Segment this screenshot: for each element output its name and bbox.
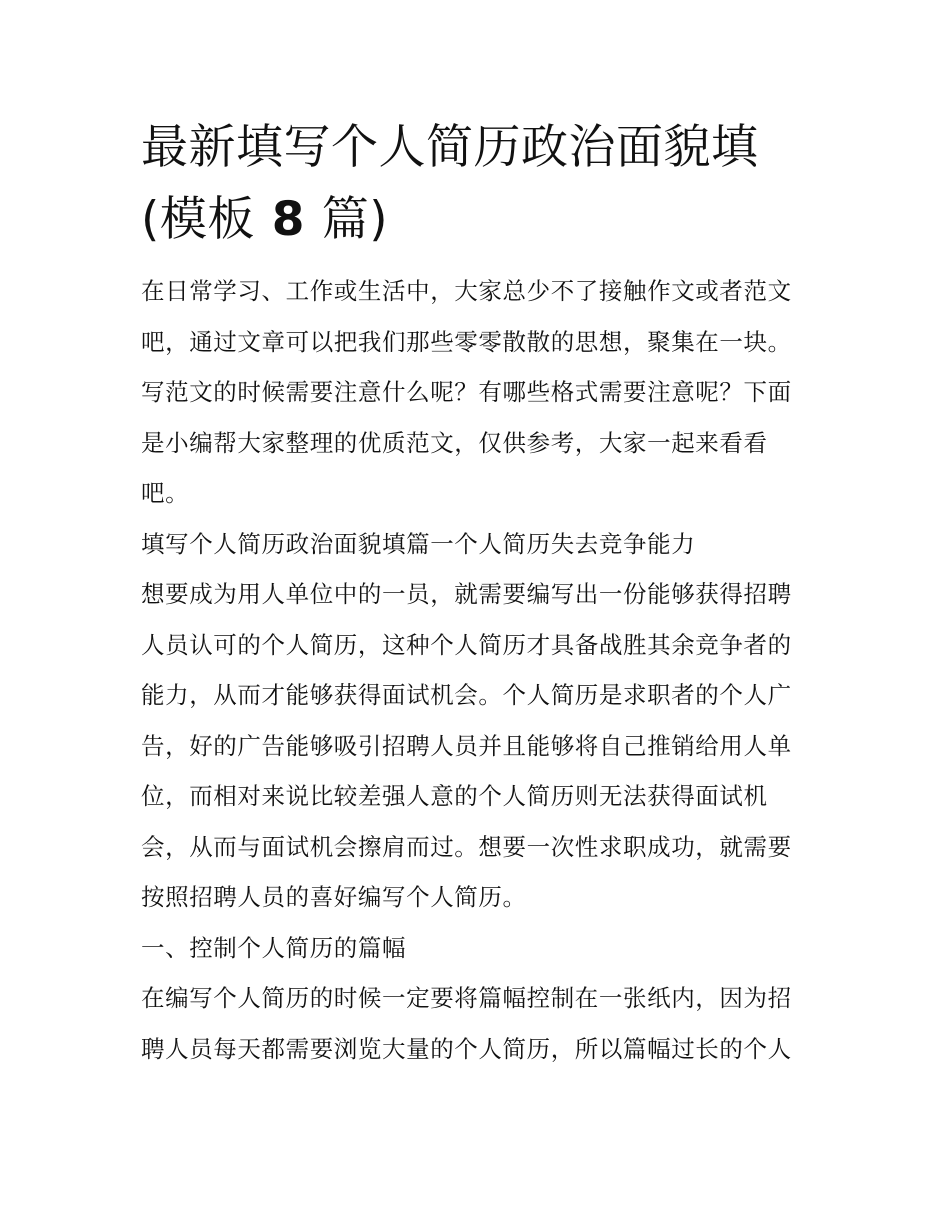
- title-line-2-number: 8: [271, 192, 305, 247]
- body-line: 在编写个人简历的时候一定要将篇幅控制在一张纸内，因为招: [141, 984, 792, 1012]
- document-body: [141, 266, 813, 1074]
- subsection-heading-1: 一、控制个人简历的篇幅: [141, 933, 407, 962]
- title-line-2-open: (模板: [141, 192, 255, 247]
- body-line: 吧。: [141, 479, 190, 507]
- document-content: [141, 112, 813, 1074]
- title-line-1: 最新填写个人简历政治面貌填: [141, 120, 759, 175]
- document-title: [141, 112, 813, 256]
- body-line: 是小编帮大家整理的优质范文，仅供参考，大家一起来看看: [141, 428, 768, 457]
- body-line: 告，好的广告能够吸引招聘人员并且能够将自己推销给用人单: [141, 731, 792, 760]
- body-line: 人员认可的个人简历，这种个人简历才具备战胜其余竞争者的: [141, 630, 792, 659]
- body-line: 想要成为用人单位中的一员，就需要编写出一份能够获得招聘: [141, 580, 792, 608]
- body-line: 写范文的时候需要注意什么呢？有哪些格式需要注意呢？下面: [141, 378, 792, 406]
- section-heading-1: 填写个人简历政治面貌填篇一个人简历失去竞争能力: [141, 529, 696, 558]
- body-line: 在日常学习、工作或生活中，大家总少不了接触作文或者范文: [141, 277, 792, 305]
- title-line-2-close: 篇): [321, 192, 389, 247]
- body-line: 聘人员每天都需要浏览大量的个人简历，所以篇幅过长的个人: [141, 1034, 792, 1063]
- body-line: 按照招聘人员的喜好编写个人简历。: [141, 883, 527, 911]
- body-line: 会，从而与面试机会擦肩而过。想要一次性求职成功，就需要: [141, 832, 792, 861]
- body-line: 位，而相对来说比较差强人意的个人简历则无法获得面试机: [141, 782, 768, 810]
- body-line: 吧，通过文章可以把我们那些零零散散的思想，聚集在一块。: [141, 327, 792, 356]
- body-line: 能力，从而才能够获得面试机会。个人简历是求职者的个人广: [141, 681, 792, 709]
